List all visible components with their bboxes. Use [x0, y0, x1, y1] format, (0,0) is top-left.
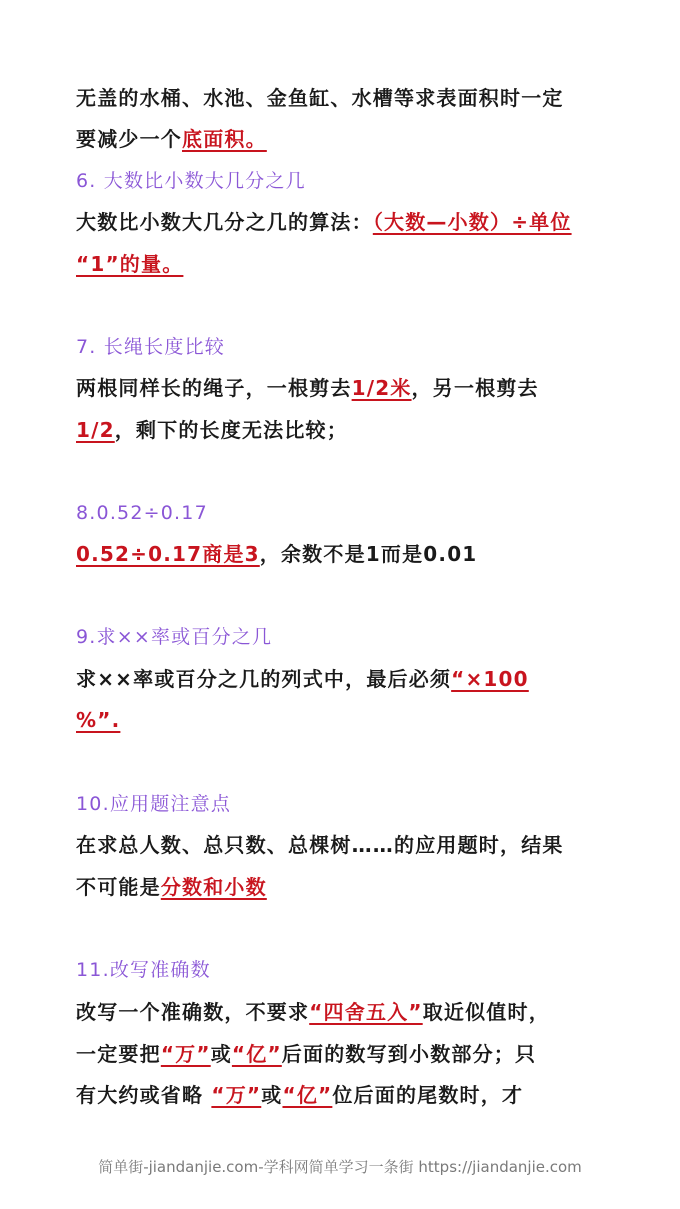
s11-heading: [76, 956, 211, 984]
s8-line1-highlight: 0.52÷0.17商是3: [76, 542, 260, 566]
s10-line1: [76, 831, 564, 859]
s9-line1-text: 求××率或百分之几的列式中，最后必须: [76, 667, 452, 691]
s8-line1: [76, 540, 477, 568]
s11-line2-highlight-2: “亿”: [231, 1042, 282, 1066]
s11-line3-mid: 或: [261, 1083, 283, 1107]
s11-line1-post: 取近似值时，: [422, 1000, 550, 1024]
s6-heading: [76, 167, 306, 195]
s8-heading-text: 8.0.52÷0.17: [76, 502, 208, 524]
s6-line2: [76, 250, 183, 278]
s10-line1-text: 在求总人数、总只数、总棵树……的应用题时，结果: [76, 833, 564, 857]
s6-line1: [76, 208, 572, 236]
s11-line3-highlight-1: “万”: [211, 1083, 262, 1107]
s8-heading: [76, 499, 208, 527]
s10-heading: [76, 790, 231, 818]
s11-line3: [76, 1081, 523, 1109]
s11-line3-post: 位后面的尾数时，才: [332, 1083, 524, 1107]
s11-line2-post: 后面的数写到小数部分；只: [281, 1042, 537, 1066]
footer-text: 简单街-jiandanjie.com-学科网简单学习一条街 https://jiandanjie.com: [98, 1158, 582, 1176]
s7-heading: [76, 333, 225, 361]
s10-line2-highlight: 分数和小数: [160, 875, 267, 899]
s7-heading-text: 7. 长绳长度比较: [76, 336, 225, 358]
s7-line1-highlight: 1/2米: [351, 376, 412, 400]
s11-line3-highlight-2: “亿”: [282, 1083, 333, 1107]
s11-line1-text: 改写一个准确数，不要求: [76, 1000, 310, 1024]
s9-line2-highlight: %”.: [76, 708, 121, 732]
s10-heading-text: 10.应用题注意点: [76, 793, 232, 815]
p5-line2-text: 要减少一个: [76, 127, 182, 151]
page-footer: [0, 1156, 680, 1177]
s11-line2-text: 一定要把: [76, 1042, 161, 1066]
s9-heading-text: 9.求××率或百分之几: [76, 626, 273, 648]
s6-line1-text: 大数比小数大几分之几的算法：: [76, 210, 373, 234]
s11-line3-text: 有大约或省略: [76, 1083, 212, 1107]
s10-line2-text: 不可能是: [76, 875, 161, 899]
s6-line2-highlight: “1”的量。: [76, 252, 184, 276]
s6-heading-text: 6. 大数比小数大几分之几: [76, 170, 306, 192]
s7-line2-highlight: 1/2: [76, 418, 115, 442]
p5-line2: [76, 125, 267, 153]
s10-line2: [76, 873, 267, 901]
s7-line1-text: 两根同样长的绳子，一根剪去: [76, 376, 352, 400]
s11-line2-highlight-1: “万”: [160, 1042, 211, 1066]
p5-line1: [76, 84, 564, 112]
s7-line1: [76, 374, 539, 402]
p5-line1-text: 无盖的水桶、水池、金鱼缸、水槽等求表面积时一定: [76, 86, 564, 110]
p5-line2-highlight: 底面积。: [182, 127, 267, 151]
s11-line2-mid: 或: [210, 1042, 232, 1066]
s11-line1-highlight: “四舍五入”: [309, 1000, 423, 1024]
s9-line2: [76, 706, 120, 734]
s11-line1: [76, 998, 550, 1026]
s7-line2-post: ，剩下的长度无法比较；: [114, 418, 348, 442]
s9-line1-highlight: “×100: [451, 667, 529, 691]
s9-line1: [76, 665, 529, 693]
s11-line2: [76, 1040, 536, 1068]
s11-heading-text: 11.改写准确数: [76, 959, 211, 981]
s8-line1-post: ，余数不是1而是0.01: [259, 542, 478, 566]
s9-heading: [76, 623, 272, 651]
s7-line1-post: ，另一根剪去: [411, 376, 539, 400]
s7-line2: [76, 416, 348, 444]
s6-line1-highlight: （大数—小数）÷单位: [372, 210, 572, 234]
